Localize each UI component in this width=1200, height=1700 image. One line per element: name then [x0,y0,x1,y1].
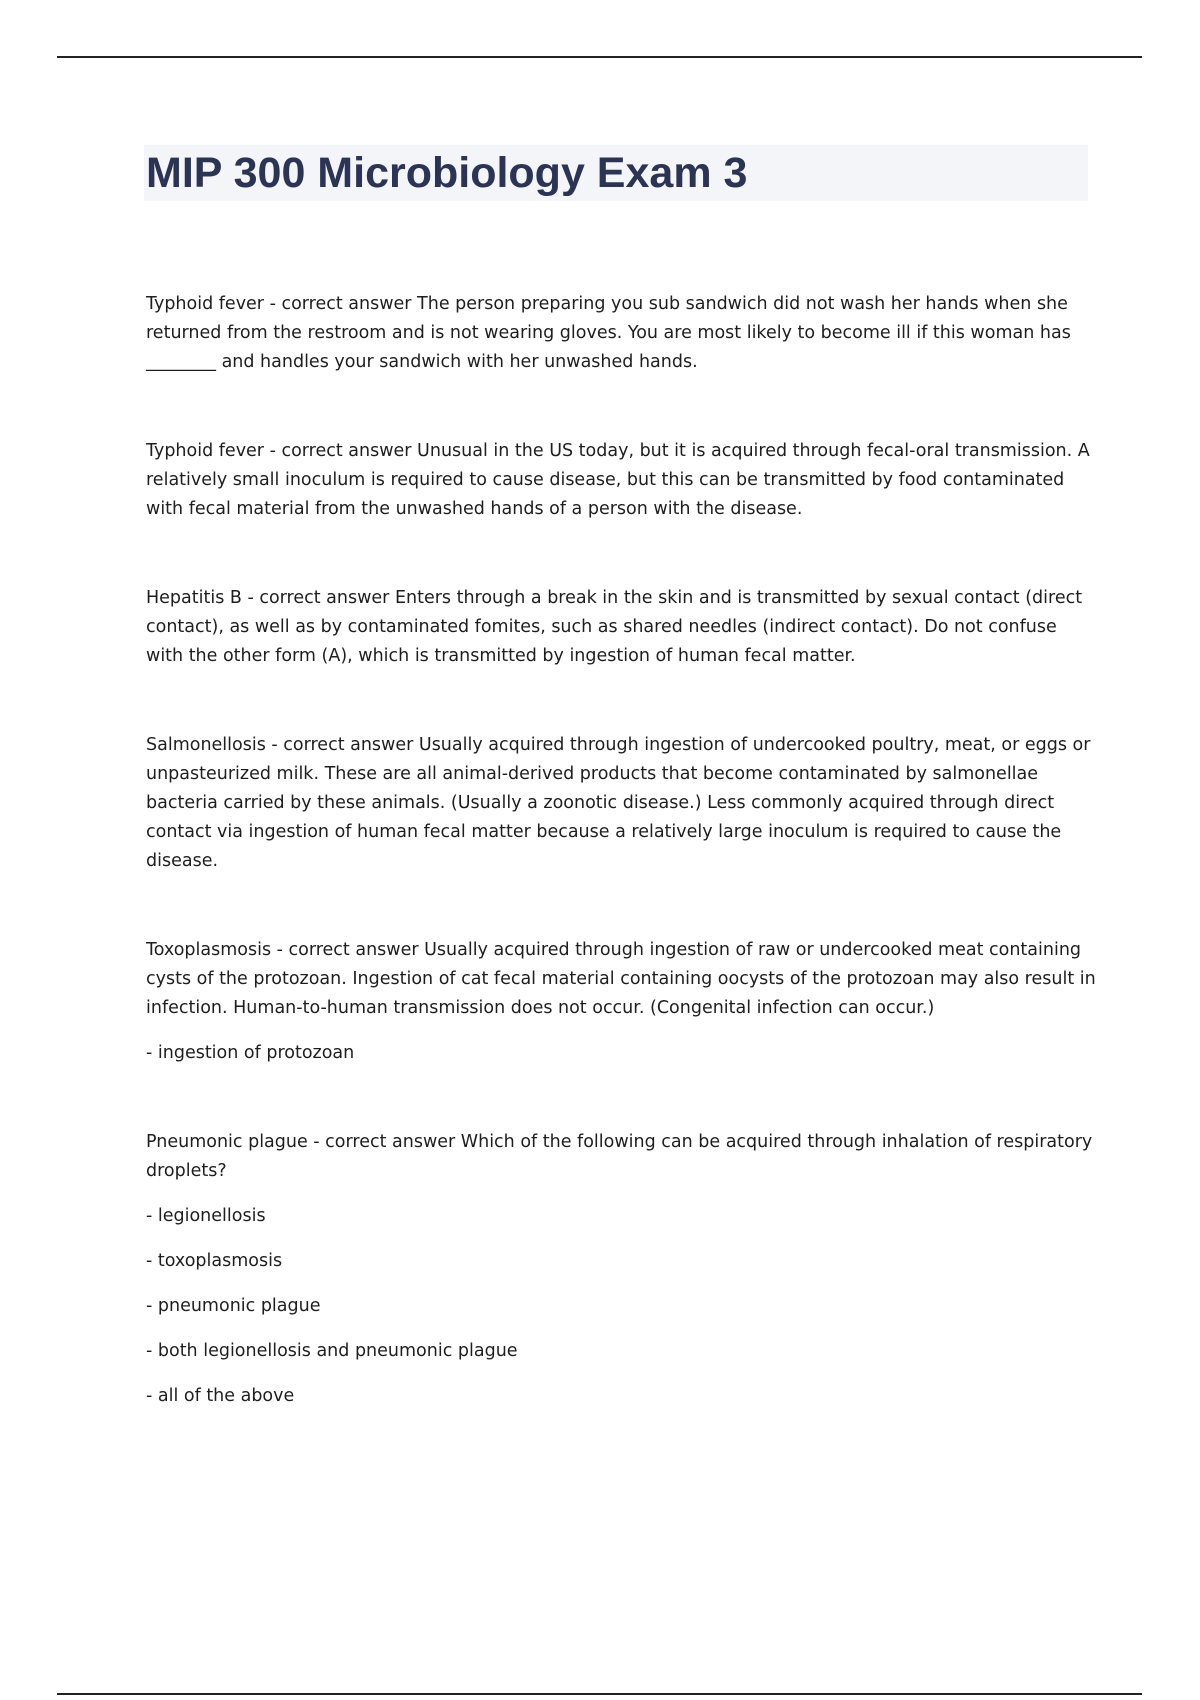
flashcard-text: Salmonellosis - correct answer Usually acquired through ingestion of undercooked poultry, meat, or eggs or unpasteurized milk. These are all animal-derived products that become contaminated by salmonellae bacteria carried by these animals. (Usually a zoonotic disease.) Less commonly acquired through direct contact via ingestion of human fecal matter because a relatively large inoculum is required to cause the disease. [146,735,1091,871]
flashcard-option: - legionellosis [146,1206,266,1226]
flashcard-option: - both legionellosis and pneumonic plague [146,1341,518,1361]
flashcard-entry [146,290,1096,377]
flashcard-text: Hepatitis B - correct answer Enters through a break in the skin and is transmitted by sexual contact (direct contact), as well as by contaminated fomites, such as shared needles (indirect contact). Do not confuse with the other form (A), which is transmitted by ingestion of human fecal matter. [146,588,1083,666]
page-top-rule [57,56,1142,58]
flashcard-option: - pneumonic plague [146,1296,321,1316]
flashcard-option: - all of the above [146,1386,295,1406]
flashcard-text: Pneumonic plague - correct answer Which of the following can be acquired through inhalation of respiratory droplets? [146,1132,1093,1181]
flashcard-text: Typhoid fever - correct answer Unusual in the US today, but it is acquired through fecal-oral transmission. A relatively small inoculum is required to cause disease, but this can be transmitted by food contaminated with fecal material from the unwashed hands of a person with the disease. [146,441,1090,519]
flashcard-option: - toxoplasmosis [146,1251,283,1271]
flashcard-entry [146,437,1096,524]
flashcard-entry [146,1128,1096,1411]
flashcard-text: Typhoid fever - correct answer The person preparing you sub sandwich did not wash her hands when she returned from the restroom and is not wearing gloves. You are most likely to become ill if this woman has ________ and handles your sandwich with her unwashed hands. [146,294,1071,372]
flashcard-entry [146,731,1096,876]
flashcard-option: - ingestion of protozoan [146,1043,355,1063]
flashcard-entry [146,936,1096,1068]
flashcard-text: Toxoplasmosis - correct answer Usually acquired through ingestion of raw or undercooked meat containing cysts of the protozoan. Ingestion of cat fecal material containing oocysts of the protozoan may also result in infection. Human-to-human transmission does not occur. (Congenital infection can occur.) [146,940,1096,1018]
page-bottom-rule [57,1693,1142,1695]
document-title: MIP 300 Microbiology Exam 3 [146,149,748,197]
flashcard-entry [146,584,1096,671]
flashcard-list [146,290,1096,1471]
